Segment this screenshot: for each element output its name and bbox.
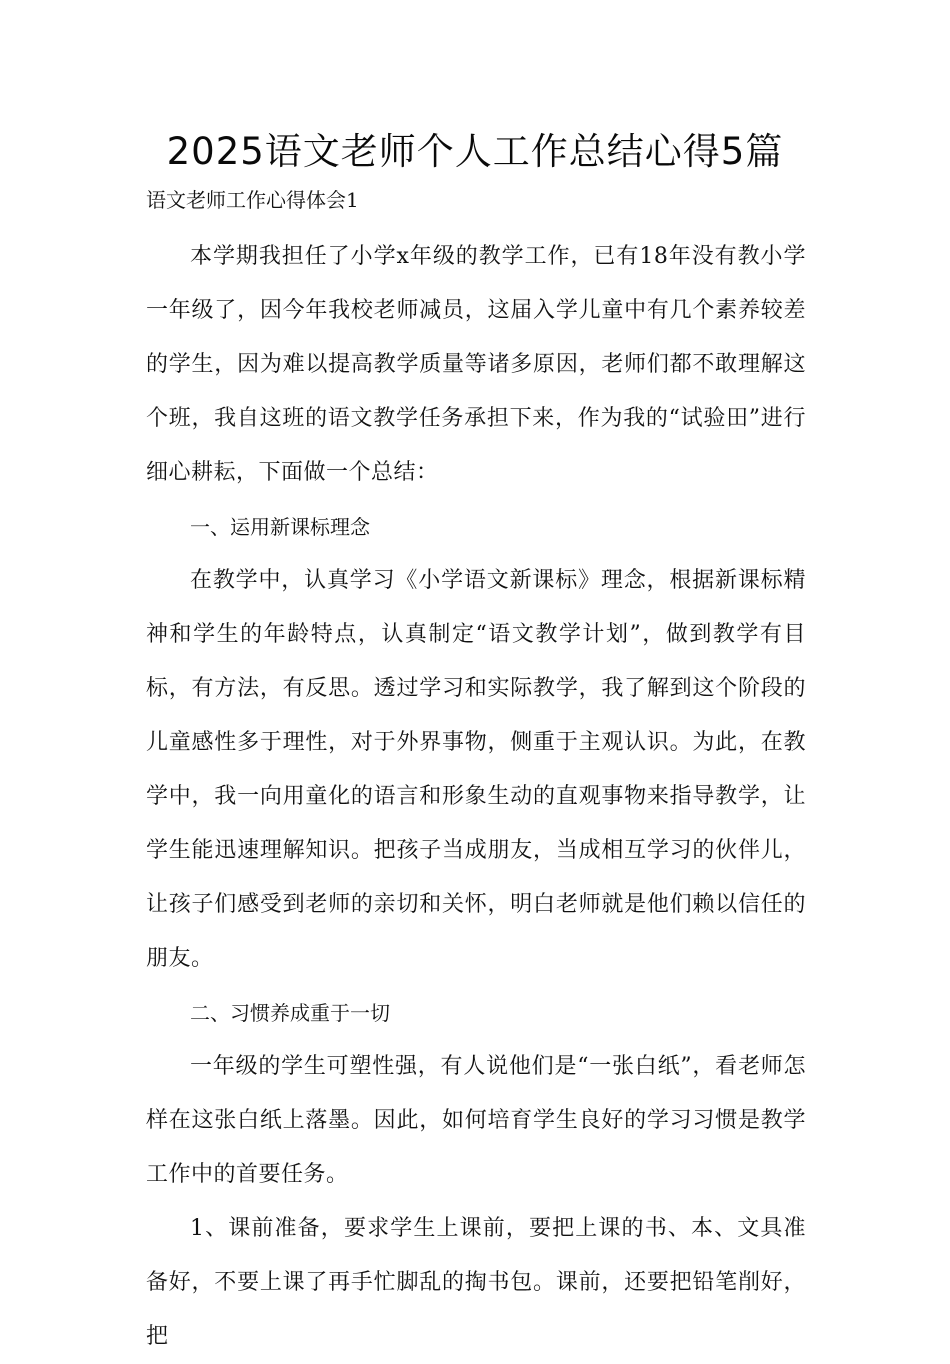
document-body	[146, 230, 806, 1364]
document-subtitle: 语文老师工作心得体会1	[146, 188, 359, 212]
paragraph-section-1: 在教学中，认真学习《小学语文新课标》理念，根据新课标精神和学生的年龄特点，认真制定“语文教学计划”，做到教学有目标，有方法，有反思。透过学习和实际教学，我了解到这个阶段的儿童感性多于理性，对于外界事物，侧重于主观认识。为此，在教学中，我一向用童化的语言和形象生动的直观事物来指导教学，让学生能迅速理解知识。把孩子当成朋友，当成相互学习的伙伴儿，让孩子们感受到老师的亲切和关怀，明白老师就是他们赖以信任的朋友。	[146, 568, 806, 971]
section-heading-1: 一、运用新课标理念	[190, 515, 370, 539]
paragraph-intro: 本学期我担任了小学x年级的教学工作，已有18年没有教小学一年级了，因今年我校老师减员，这届入学儿童中有几个素养较差的学生，因为难以提高教学质量等诸多原因，老师们都不敢理解这个班，我自这班的语文教学任务承担下来，作为我的“试验田”进行细心耕耘，下面做一个总结：	[146, 244, 806, 485]
document-title: 2025语文老师个人工作总结心得5篇	[166, 130, 784, 173]
paragraph-item-1: 1、课前准备，要求学生上课前，要把上课的书、本、文具准备好，不要上课了再手忙脚乱的掏书包。课前，还要把铅笔削好，把	[146, 1216, 806, 1349]
paragraph-section-2: 一年级的学生可塑性强，有人说他们是“一张白纸”，看老师怎样在这张白纸上落墨。因此，如何培育学生良好的学习习惯是教学工作中的首要任务。	[146, 1054, 806, 1187]
section-heading-2: 二、习惯养成重于一切	[190, 1001, 390, 1025]
